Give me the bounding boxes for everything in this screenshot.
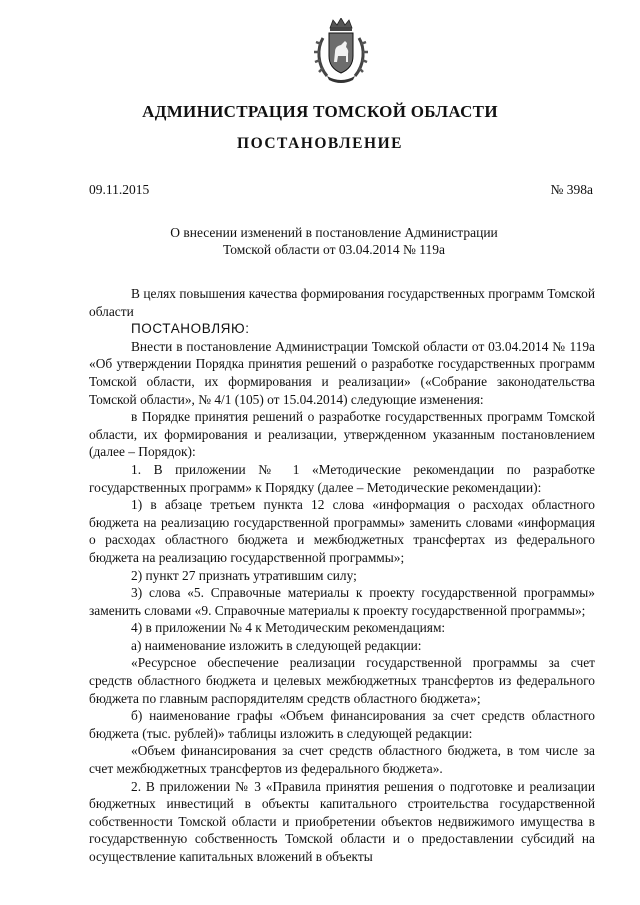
body-paragraph: 2. В приложении № 3 «Правила принятия решения о подготовке и реализации бюджетных инвестиций в объекты капитального строительства государственной собственности Томской области и приобретении объектов недвижимого имущества в государственную собственность Томской области и о предоставлении субсидий на осуществление капитальных вложений в объекты: [89, 778, 595, 864]
decree-heading: ПОСТАНОВЛЯЮ:: [131, 321, 250, 337]
title-line: Томской области от 03.04.2014 № 119а: [223, 242, 445, 257]
document-type: ПОСТАНОВЛЕНИЕ: [237, 135, 403, 152]
title-line: О внесении изменений в постановление Администрации: [170, 225, 498, 240]
body-paragraph: в Порядке принятия решений о разработке государственных программ Томской области, их формирования и реализации, утвержденном указанным постановлением (далее – Порядок):: [89, 409, 595, 460]
body-paragraph: 1. В приложении № 1 «Методические рекомендации по разработке государственных программ» к Порядку (далее – Методические рекомендации):: [89, 461, 595, 495]
document-body: [89, 285, 595, 866]
body-paragraph: а) наименование изложить в следующей редакции:: [131, 637, 422, 653]
body-paragraph: «Ресурсное обеспечение реализации государственной программы за счет средств областного бюджета и целевых межбюджетных трансфертов из федерального бюджета по главным распорядителям средств областного бюджета»;: [89, 655, 595, 706]
body-paragraph: 4) в приложении № 4 к Методическим рекомендациям:: [131, 620, 446, 636]
preamble-paragraph: В целях повышения качества формирования государственных программ Томской области: [89, 286, 595, 319]
tomsk-oblast-coat-of-arms-icon: [313, 18, 369, 84]
body-paragraph: «Объем финансирования за счет средств областного бюджета, в том числе за счет межбюджетных трансфертов из федерального бюджета».: [89, 743, 595, 777]
document-date: 09.11.2015: [89, 182, 150, 197]
body-paragraph: б) наименование графы «Объем финансирования за счет средств областного бюджета (тыс. рублей)» таблицы изложить в следующей редакции:: [89, 708, 595, 741]
body-paragraph: 2) пункт 27 признать утратившим силу;: [131, 567, 357, 583]
body-paragraph: Внести в постановление Администрации Томской области от 03.04.2014 № 119а «Об утверждении Порядка принятия решений о разработке государственных программ Томской области, их формирования и реализации» («Собрание законодательства Томской области», № 4/1 (105) от 15.04.2014) следующие изменения:: [89, 338, 595, 407]
organization-name: АДМИНИСТРАЦИЯ ТОМСКОЙ ОБЛАСТИ: [142, 102, 498, 121]
document-number: № 398а: [550, 182, 593, 197]
body-paragraph: 3) слова «5. Справочные материалы к проекту государственной программы» заменить словами «9. Справочные материалы к проекту государственной программы»;: [89, 585, 595, 618]
document-title: [150, 224, 518, 258]
body-paragraph: 1) в абзаце третьем пункта 12 слова «информация о расходах областного бюджета на реализацию государственной программы» заменить словами «информация о расходах областного бюджета и межбюджетных трансфертах из федерального бюджета на реализацию государственной программы»;: [89, 497, 595, 565]
